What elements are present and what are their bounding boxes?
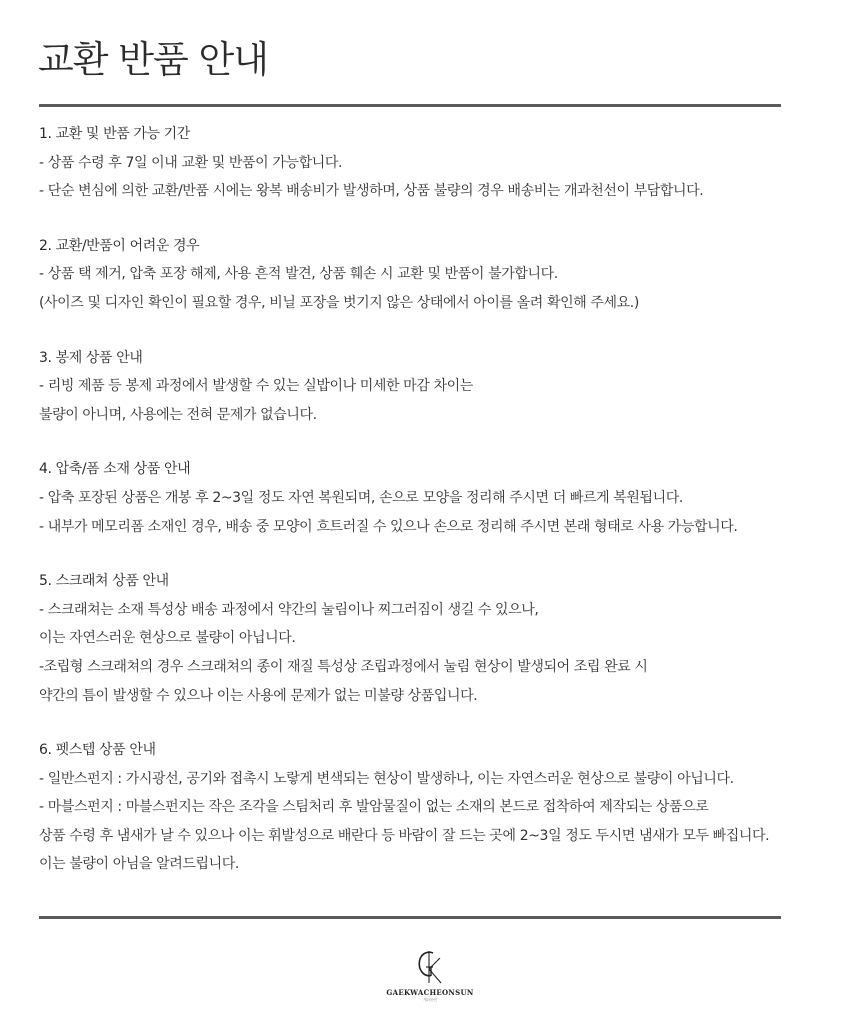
section-line: - 리빙 제품 등 봉제 과정에서 발생할 수 있는 실밥이나 미세한 마감 차이는 xyxy=(39,378,473,395)
section-line: - 상품 택 제거, 압축 포장 해제, 사용 흔적 발견, 상품 훼손 시 교환 및 반품이 불가합니다. xyxy=(39,266,558,283)
section-sewn-products xyxy=(39,344,839,430)
section-line: - 압축 포장된 상품은 개봉 후 2~3일 정도 자연 복원되며, 손으로 모양을 정리해 주시면 더 빠르게 복원됩니다. xyxy=(39,489,683,506)
section-line: - 스크래쳐는 소재 특성상 배송 과정에서 약간의 눌림이나 찌그러짐이 생길 수 있으나, xyxy=(39,601,539,618)
section-heading: 3. 봉제 상품 안내 xyxy=(39,349,143,366)
section-line: 불량이 아니며, 사용에는 전혀 문제가 없습니다. xyxy=(39,406,317,423)
brand-subtext: 개과천선 xyxy=(423,998,437,1002)
section-not-returnable xyxy=(39,232,839,318)
section-foam-products xyxy=(39,455,839,541)
section-line: 이는 불량이 아님을 알려드립니다. xyxy=(39,856,239,873)
section-line: 상품 수령 후 냄새가 날 수 있으나 이는 휘발성으로 배란다 등 바람이 잘 드는 곳에 2~3일 정도 두시면 냄새가 모두 빠집니다. xyxy=(39,827,770,844)
top-divider xyxy=(39,104,781,107)
section-exchange-period xyxy=(39,120,839,206)
section-line: 약간의 틈이 발생할 수 있으나 이는 사용에 문제가 없는 미불량 상품입니다. xyxy=(39,687,478,704)
brand-logo xyxy=(362,946,498,1020)
section-line: - 일반스펀지 : 가시광선, 공기와 접촉시 노랗게 변색되는 현상이 발생하나, 이는 자연스러운 현상으로 불량이 아닙니다. xyxy=(39,770,734,787)
bottom-divider xyxy=(39,916,781,919)
section-heading: 5. 스크래쳐 상품 안내 xyxy=(39,573,169,590)
section-line: - 마블스펀지 : 마블스펀지는 작은 조각을 스팀처리 후 발암물질이 없는 소재의 본드로 접착하여 제작되는 상품으로 xyxy=(39,799,709,816)
section-line: - 내부가 메모리폼 소재인 경우, 배송 중 모양이 흐트러질 수 있으나 손으로 정리해 주시면 본래 형태로 사용 가능합니다. xyxy=(39,518,738,535)
section-line: - 상품 수령 후 7일 이내 교환 및 반품이 가능합니다. xyxy=(39,154,343,171)
section-heading: 1. 교환 및 반품 가능 기간 xyxy=(39,126,190,142)
page-title: 교환 반품 안내 xyxy=(38,38,268,81)
section-heading: 6. 펫스텝 상품 안내 xyxy=(39,742,156,759)
section-heading: 4. 압축/폼 소재 상품 안내 xyxy=(39,461,191,478)
section-line: 이는 자연스러운 현상으로 불량이 아닙니다. xyxy=(39,630,296,647)
section-heading: 2. 교환/반품이 어려운 경우 xyxy=(39,237,200,254)
section-petstep-products xyxy=(39,736,839,879)
section-line: -조립형 스크래쳐의 경우 스크래쳐의 종이 재질 특성상 조립과정에서 눌림 현상이 발생되어 조립 완료 시 xyxy=(39,658,648,675)
brand-monogram-icon xyxy=(410,946,450,986)
brand-name: GAEKWACHEONSUN xyxy=(386,988,474,997)
section-line: (사이즈 및 디자인 확인이 필요할 경우, 비닐 포장을 벗기지 않은 상태에서 아이를 올려 확인해 주세요.) xyxy=(39,294,639,311)
section-line: - 단순 변심에 의한 교환/반품 시에는 왕복 배송비가 발생하며, 상품 불량의 경우 배송비는 개과천선이 부담합니다. xyxy=(39,183,704,200)
notice-content xyxy=(39,120,839,905)
section-scratcher-products xyxy=(39,567,839,710)
